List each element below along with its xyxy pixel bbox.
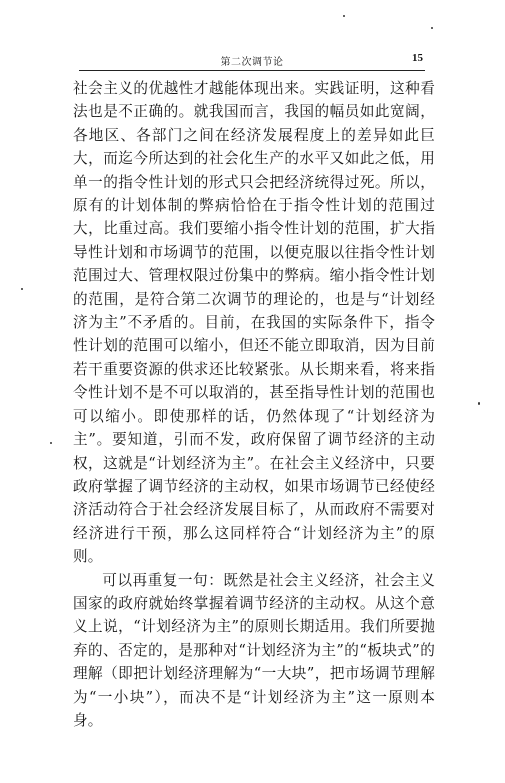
scan-speck (343, 15, 345, 17)
page-number: 15 (412, 52, 423, 64)
running-header (79, 50, 425, 71)
body-text (73, 77, 435, 732)
scan-speck (21, 288, 23, 290)
paragraph: 可以再重复一句：既然是社会主义经济，社会主义国家的政府就始终掌握着调节经济的主动权。从这个意义上说，“计划经济为主”的原则长期适用。我们所要抛弃的、否定的，是那种对“计划经济为主”的“板块式”的理解（即把计划经济理解为“一大块”，把市场调节理解为“一小块”），而决不是“计划经济为主”这一原则本身。 (73, 571, 435, 729)
scan-speck (431, 27, 433, 29)
header-title: 第二次调节论 (220, 57, 284, 68)
scan-speck (478, 402, 480, 405)
paragraph-continued: 社会主义的优越性才越能体现出来。实践证明，这种看法也是不正确的。就我国而言，我国的幅员如此宽阔，各地区、各部门之间在经济发展程度上的差异如此巨大，而迄今所达到的社会化生产的水平又如此之低，用单一的指令性计划的形式只会把经济统得过死。所以，原有的计划体制的弊病恰恰在于指令性计划的范围过大，比重过高。我们要缩小指令性计划的范围，扩大指导性计划和市场调节的范围，以便克服以往指令性计划范围过大、管理权限过份集中的弊病。缩小指令性计划的范围，是符合第二次调节的理论的，也是与“计划经济为主”不矛盾的。目前，在我国的实际条件下，指令性计划的范围可以缩小，但还不能立即取消，因为目前若干重要资源的供求还比较紧张。从长期来看，将来指令性计划不是不可以取消的，甚至指导性计划的范围也可以缩小。即使那样的话，仍然体现了“计划经济为主”。要知道，引而不发，政府保留了调节经济的主动权，这就是“计划经济为主”。在社会主义经济中，只要政府掌握了调节经济的主动权，如果市场调节已经使经济活动符合于社会经济发展目标了，从而政府不需要对经济进行干预，那么这同样符合“计划经济为主”的原则。 (73, 80, 435, 566)
scan-speck (50, 442, 52, 444)
